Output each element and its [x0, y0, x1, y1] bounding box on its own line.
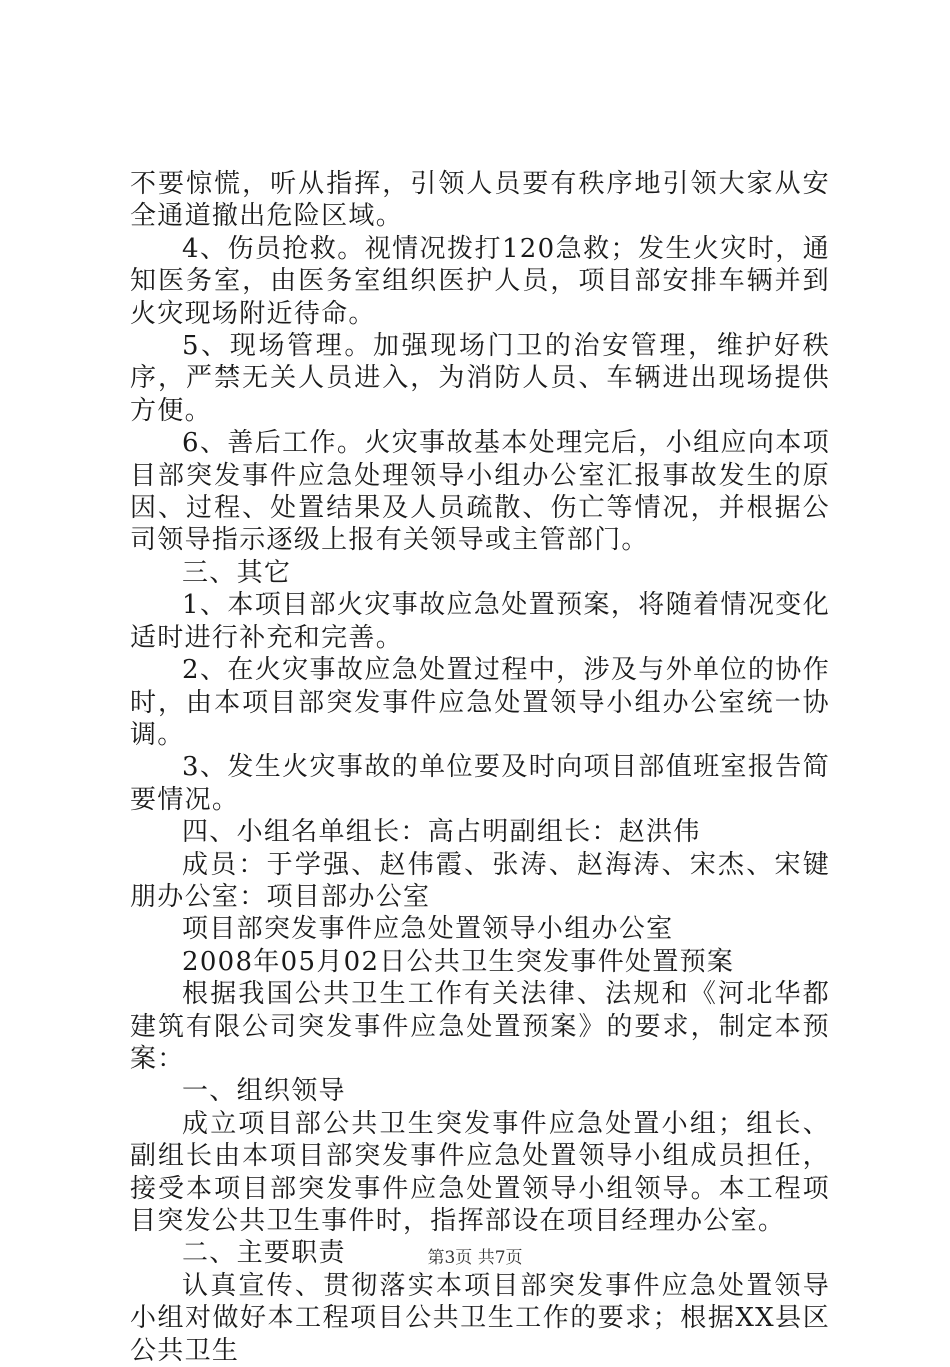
- paragraph-p13: 根据我国公共卫生工作有关法律、法规和《河北华都建筑有限公司突发事件应急处置预案》的要求，制定本预案：: [130, 979, 830, 1074]
- paragraph-p9: 四、小组名单组长：高占明副组长：赵洪伟: [182, 817, 701, 848]
- paragraph-p2: 4、伤员抢救。视情况拨打120急救；发生火灾时，通知医务室，由医务室组织医护人员，项目部安排车辆并到火灾现场附近待命。: [130, 233, 830, 329]
- paragraph-p15: 成立项目部公共卫生突发事件应急处置小组；组长、副组长由本项目部突发事件应急处置领导小组成员担任，接受本项目部突发事件应急处置领导小组领导。本工程项目突发公共卫生事件时，指挥部设在项目经理办公室。: [130, 1108, 830, 1236]
- paragraph-p6: 1、本项目部火灾事故应急处置预案，将随着情况变化适时进行补充和完善。: [130, 590, 830, 653]
- paragraph-p14: 一、组织领导: [182, 1076, 346, 1107]
- paragraph-p16: 二、主要职责: [182, 1238, 346, 1269]
- paragraph-p1: 不要惊慌，听从指挥，引领人员要有秩序地引领大家从安全通道撤出危险区域。: [130, 169, 830, 232]
- paragraph-p8: 3、发生火灾事故的单位要及时向项目部值班室报告简要情况。: [130, 752, 830, 815]
- page-footer: 第3页 共7页: [427, 1248, 523, 1268]
- paragraph-p5: 三、其它: [182, 557, 292, 588]
- paragraph-p3: 5、现场管理。加强现场门卫的治安管理，维护好秩序，严禁无关人员进入，为消防人员、车辆进出现场提供方便。: [130, 331, 830, 426]
- paragraph-p12: 2008年05月02日公共卫生突发事件处置预案: [182, 946, 735, 977]
- paragraph-p17: 认真宣传、贯彻落实本项目部突发事件应急处置领导小组对做好本工程项目公共卫生工作的要求；根据XX县区公共卫生: [130, 1270, 830, 1366]
- paragraph-p11: 项目部突发事件应急处置领导小组办公室: [182, 914, 674, 945]
- body-text: [130, 168, 830, 1367]
- paragraph-p4: 6、善后工作。火灾事故基本处理完后，小组应向本项目部突发事件应急处理领导小组办公室汇报事故发生的原因、过程、处置结果及人员疏散、伤亡等情况，并根据公司领导指示逐级上报有关领导或主管部门。: [130, 428, 830, 556]
- paragraph-p10: 成员：于学强、赵伟霞、张涛、赵海涛、宋杰、宋键朋办公室：项目部办公室: [130, 849, 830, 912]
- paragraph-p7: 2、在火灾事故应急处置过程中，涉及与外单位的协作时，由本项目部突发事件应急处置领导小组办公室统一协调。: [130, 655, 830, 750]
